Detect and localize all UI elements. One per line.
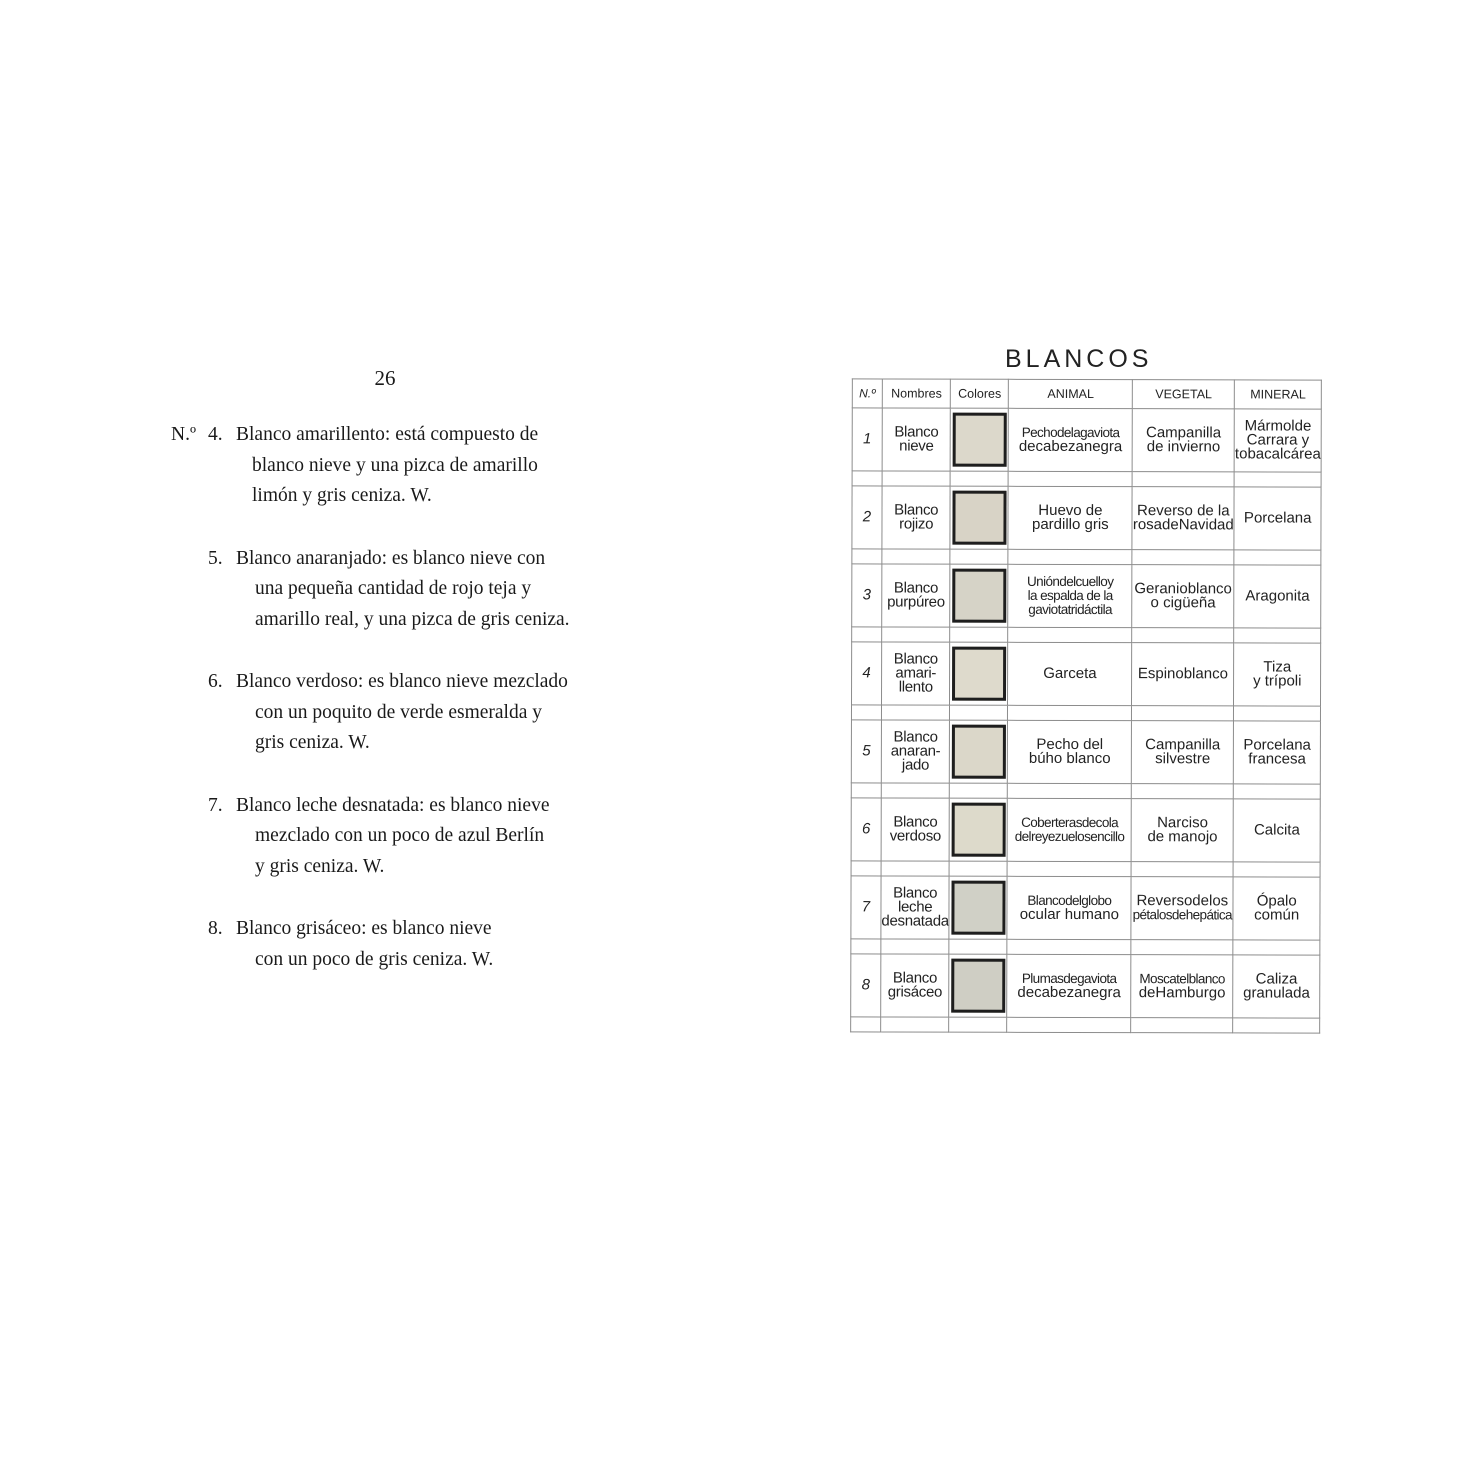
table-spacer-row (851, 705, 1320, 721)
spacer-cell (1008, 705, 1132, 720)
table-spacer-row (852, 549, 1321, 565)
row-mineral (1233, 955, 1320, 1018)
spacer-cell (851, 861, 881, 876)
spacer-cell (882, 471, 950, 486)
cell-line: y trípoli (1253, 672, 1302, 690)
page-number: 26 (374, 366, 396, 390)
cell-line: Blanco (893, 728, 938, 746)
header-animal: ANIMAL (1009, 379, 1133, 408)
color-swatch (952, 491, 1006, 545)
row-mineral (1234, 643, 1321, 706)
cell-line: desnatada (881, 912, 949, 930)
row-number: 6 (851, 798, 881, 861)
cell-line: Coberterasdecola (1021, 814, 1119, 831)
cell-line: Blancodelglobo (1027, 892, 1112, 909)
cell-line: Espinoblanco (1137, 665, 1228, 683)
row-number: 2 (852, 486, 882, 549)
spacer-cell (1132, 706, 1234, 721)
cell-line: búho blanco (1028, 749, 1111, 768)
row-vegetal (1132, 565, 1234, 628)
row-name (882, 408, 951, 471)
entry (0, 667, 700, 759)
cell-line: Huevo de (1038, 501, 1103, 520)
color-swatch (953, 413, 1007, 467)
row-name (882, 564, 951, 627)
table-title: BLANCOS (1005, 345, 1153, 373)
spacer-cell (1007, 861, 1131, 876)
cell-line: Reversodelos (1136, 892, 1229, 910)
table-row (851, 954, 1320, 1018)
spacer-cell (950, 627, 1008, 642)
table-spacer-row (851, 783, 1320, 799)
spacer-cell (881, 1017, 949, 1032)
row-vegetal (1132, 487, 1234, 550)
row-animal (1008, 720, 1132, 783)
entry-line: una pequeña cantidad de rojo teja y (255, 578, 532, 599)
cell-line: grisáceo (887, 983, 943, 1001)
spacer-cell (1008, 783, 1132, 798)
spacer-cell (852, 549, 882, 564)
cell-line: Garceta (1043, 664, 1097, 683)
cell-line: Aragonita (1245, 587, 1310, 605)
entry-prefix: N.º (171, 424, 197, 445)
row-vegetal (1132, 409, 1234, 472)
row-name (881, 798, 950, 861)
spacer-cell (1008, 627, 1132, 642)
color-entries (0, 420, 700, 1007)
table-row (852, 564, 1321, 628)
cell-line: Blanco (894, 501, 939, 519)
entry-line: Blanco verdoso: es blanco nieve mezclado (236, 671, 568, 692)
entry-line: limón y gris ceniza. W. (252, 485, 432, 506)
row-number: 7 (851, 876, 881, 939)
cell-line: Porcelana (1243, 736, 1311, 754)
spacer-cell (1008, 471, 1132, 486)
row-color (950, 486, 1008, 549)
row-color (949, 798, 1007, 861)
entry-line: gris ceniza. W. (255, 732, 370, 753)
header-mineral: MINERAL (1235, 380, 1322, 409)
cell-line: francesa (1248, 750, 1306, 768)
cell-line: granulada (1243, 984, 1310, 1002)
cell-line: Blanco (893, 650, 938, 668)
row-mineral (1233, 799, 1320, 862)
color-swatch (951, 959, 1005, 1013)
entry (0, 420, 700, 512)
row-number: 8 (851, 954, 881, 1017)
cell-line: Geranioblanco (1134, 580, 1232, 598)
spacer-cell (1008, 549, 1132, 564)
cell-line: gaviotatridáctila (1028, 601, 1112, 618)
spacer-cell (882, 549, 950, 564)
header-colors: Colores (951, 379, 1009, 408)
row-number: 3 (852, 564, 882, 627)
row-mineral (1234, 409, 1321, 472)
row-color (949, 954, 1007, 1017)
table-row (852, 408, 1321, 472)
cell-line: Tiza (1263, 658, 1292, 676)
row-animal (1007, 876, 1131, 939)
entry (0, 544, 700, 636)
spacer-cell (1007, 939, 1131, 954)
table-row (852, 642, 1321, 706)
cell-line: decabezanegra (1018, 437, 1123, 456)
cell-line: de manojo (1147, 828, 1218, 846)
cell-line: Ópalo (1256, 892, 1297, 910)
cell-line: Blanco (893, 579, 939, 597)
cell-line: purpúreo (887, 593, 945, 611)
row-mineral (1234, 565, 1321, 628)
header-vegetal: VEGETAL (1133, 380, 1235, 409)
cell-line: decabezanegra (1017, 983, 1121, 1002)
table-spacer-row (851, 1017, 1320, 1033)
entry-line: Blanco leche desnatada: es blanco nieve (236, 794, 550, 816)
entry (0, 914, 700, 975)
row-vegetal (1132, 721, 1234, 784)
row-mineral (1234, 487, 1321, 550)
colors-table (850, 378, 1322, 1033)
cell-line: Blanco (893, 884, 938, 902)
cell-line: Campanilla (1145, 736, 1221, 754)
cell-line: Carrara y (1246, 431, 1310, 449)
row-name (881, 720, 950, 783)
color-swatch (952, 725, 1006, 779)
entry-line: con un poco de gris ceniza. W. (255, 948, 494, 970)
spacer-cell (1132, 784, 1234, 799)
cell-line: nieve (899, 437, 934, 455)
header-names: Nombres (882, 379, 950, 408)
spacer-cell (1132, 472, 1234, 487)
spacer-cell (949, 1017, 1007, 1032)
spacer-cell (1234, 472, 1321, 487)
entry-line: Blanco amarillento: está compuesto de (236, 424, 539, 445)
cell-line: Blanco (894, 423, 939, 441)
row-mineral (1234, 721, 1321, 784)
spacer-cell (1234, 628, 1321, 643)
row-animal (1008, 408, 1132, 471)
cell-line: anaran- (890, 742, 941, 760)
cell-line: la espalda de la (1027, 587, 1113, 604)
row-name (882, 642, 951, 705)
cell-line: Blanco (892, 969, 938, 987)
row-vegetal (1132, 643, 1234, 706)
cell-line: llento (898, 678, 933, 696)
row-color (950, 642, 1008, 705)
spacer-cell (1007, 1017, 1131, 1032)
row-vegetal (1131, 955, 1233, 1018)
cell-line: Narciso (1157, 814, 1208, 832)
row-animal (1008, 486, 1132, 549)
spacer-cell (1233, 862, 1320, 877)
row-animal (1008, 642, 1132, 705)
cell-line: verdoso (889, 827, 941, 845)
entry (0, 791, 700, 883)
spacer-cell (881, 861, 949, 876)
cell-line: deHamburgo (1138, 984, 1226, 1002)
spacer-cell (852, 471, 882, 486)
spacer-cell (1233, 1018, 1320, 1033)
row-name (881, 876, 950, 939)
row-name (882, 486, 951, 549)
cell-line: Reverso de la (1137, 502, 1230, 520)
spacer-cell (1234, 784, 1321, 799)
cell-line: Blanco (893, 813, 938, 831)
table-spacer-row (852, 627, 1321, 643)
cell-line: silvestre (1155, 750, 1211, 768)
cell-line: pardillo gris (1031, 515, 1109, 534)
cell-line: leche (897, 898, 933, 916)
row-vegetal (1131, 799, 1233, 862)
cell-line: tobacalcárea (1234, 445, 1321, 463)
spacer-cell (881, 783, 949, 798)
row-number: 1 (852, 408, 882, 471)
cell-line: Pechodelagaviota (1021, 424, 1120, 441)
spacer-cell (881, 705, 949, 720)
cell-line: común (1254, 906, 1300, 924)
cell-line: pétalosdehepática (1132, 907, 1232, 923)
spacer-cell (852, 627, 882, 642)
color-swatch (951, 803, 1005, 857)
entry-number: 6. (208, 671, 223, 692)
spacer-cell (950, 783, 1008, 798)
cell-line: Plumasdegaviota (1021, 970, 1117, 987)
spacer-cell (851, 705, 881, 720)
table-spacer-row (852, 471, 1321, 487)
table-spacer-row (851, 861, 1320, 877)
spacer-cell (1132, 550, 1234, 565)
spacer-cell (950, 471, 1008, 486)
cell-line: Campanilla (1145, 424, 1222, 442)
spacer-cell (950, 549, 1008, 564)
entry-line: y gris ceniza. W. (255, 855, 385, 877)
cell-line: Pecho del (1036, 735, 1104, 754)
entry-line: Blanco grisáceo: es blanco nieve (236, 918, 492, 939)
cell-line: Porcelana (1243, 509, 1312, 527)
cell-line: Moscatelblanco (1139, 971, 1225, 987)
entry-line: amarillo real, y una pizca de gris ceniza. (255, 608, 570, 630)
entry-number: 5. (208, 547, 223, 569)
header-number: N.º (852, 379, 882, 408)
row-color (950, 720, 1008, 783)
table-row (851, 798, 1320, 862)
cell-line: delreyezuelosencillo (1014, 828, 1125, 845)
row-animal (1007, 798, 1131, 861)
cell-line: o cigüeña (1150, 594, 1216, 612)
color-swatch (952, 569, 1006, 623)
cell-line: Caliza (1255, 970, 1298, 988)
cell-line: ocular humano (1019, 905, 1119, 924)
spacer-cell (1234, 706, 1321, 721)
spacer-cell (851, 939, 881, 954)
cell-line: de invierno (1146, 438, 1221, 456)
row-animal (1008, 564, 1132, 627)
row-color (950, 408, 1008, 471)
table-row (852, 486, 1321, 550)
row-number: 5 (851, 720, 881, 783)
entry-number: 7. (208, 794, 223, 816)
spacer-cell (882, 627, 950, 642)
entry-line: con un poquito de verde esmeralda y (255, 701, 542, 723)
entry-number: 4. (208, 424, 223, 445)
row-animal (1007, 954, 1131, 1017)
row-vegetal (1131, 877, 1233, 940)
spacer-cell (1233, 940, 1320, 955)
spacer-cell (1131, 940, 1233, 955)
row-color (949, 876, 1007, 939)
entry-line: mezclado con un poco de azul Berlín (255, 825, 545, 846)
cell-line: jado (901, 756, 930, 774)
row-mineral (1233, 877, 1320, 940)
cell-line: amari- (895, 664, 937, 682)
row-color (950, 564, 1008, 627)
cell-line: rosadeNavidad (1132, 516, 1234, 534)
cell-line: rojizo (899, 515, 934, 533)
cell-line: Unióndelcuelloy (1027, 573, 1114, 590)
table-spacer-row (851, 939, 1320, 955)
entry-number: 8. (208, 918, 223, 939)
spacer-cell (851, 1017, 881, 1032)
spacer-cell (949, 939, 1007, 954)
spacer-cell (851, 783, 881, 798)
cell-line: Calcita (1253, 821, 1300, 839)
spacer-cell (1234, 550, 1321, 565)
table-row (851, 876, 1320, 940)
spacer-cell (1131, 1018, 1233, 1033)
spacer-cell (949, 861, 1007, 876)
spacer-cell (881, 939, 949, 954)
entry-line: blanco nieve y una pizca de amarillo (252, 454, 538, 476)
row-number: 4 (852, 642, 882, 705)
color-swatch (952, 647, 1006, 701)
table-row (851, 720, 1320, 784)
spacer-cell (1131, 862, 1233, 877)
color-swatch (951, 881, 1005, 935)
cell-line: Mármolde (1244, 417, 1312, 435)
spacer-cell (1132, 628, 1234, 643)
entry-line: Blanco anaranjado: es blanco nieve con (236, 547, 546, 569)
row-name (881, 954, 950, 1017)
spacer-cell (950, 705, 1008, 720)
table-header-row (852, 379, 1321, 409)
